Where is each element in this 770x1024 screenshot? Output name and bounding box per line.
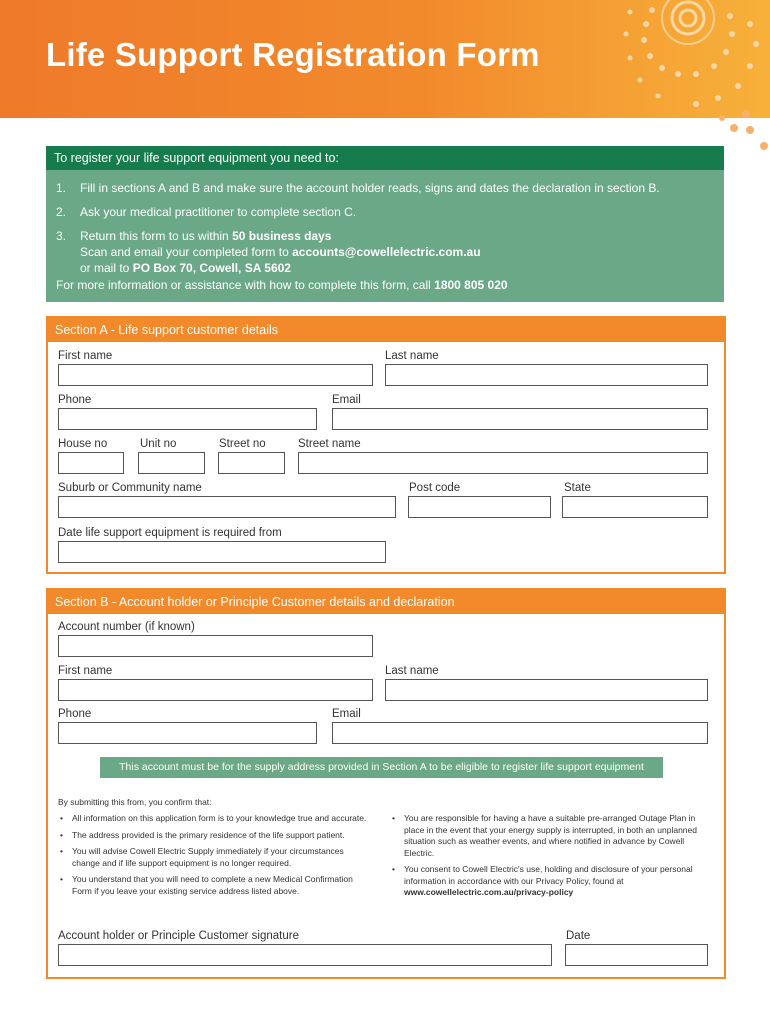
house-no-label: House no [58, 438, 108, 450]
instructions-panel [46, 146, 724, 302]
b-phone-field[interactable] [58, 722, 317, 744]
account-number-label: Account number (if known) [58, 621, 195, 633]
suburb-field[interactable] [58, 496, 396, 518]
phone-number: 1800 805 020 [434, 278, 508, 292]
instruction-step: 2. Ask your medical practitioner to complete section C. [56, 205, 357, 219]
house-no-field[interactable] [58, 452, 124, 474]
declaration-item: • You understand that you will need to complete a new Medical Confirmation Form if you leave your existing service address listed above. [58, 874, 368, 897]
phone-label: Phone [58, 394, 92, 406]
last-name-label: Last name [385, 350, 439, 362]
instruction-step: 1. Fill in sections A and B and make sure the account holder reads, signs and dates the declaration in section B. [56, 181, 660, 195]
street-no-field[interactable] [218, 452, 285, 474]
confirm-intro: By submitting this from, you confirm that: [58, 797, 212, 807]
state-field[interactable] [562, 496, 708, 518]
section-a-heading: Section A - Life support customer details [48, 318, 724, 342]
post-code-label: Post code [409, 482, 461, 494]
email-label: Email [332, 394, 361, 406]
b-email-field[interactable] [332, 722, 708, 744]
decorative-dots [600, 0, 770, 118]
instructions-heading: To register your life support equipment you need to: [46, 146, 724, 170]
declaration-item: • You consent to Cowell Electric's use, holding and disclosure of your personal information in accordance with our Privacy Policy, found at www.cowellelectric.com.au/privacy-policy [390, 864, 708, 899]
post-code-field[interactable] [408, 496, 551, 518]
signature-label: Account holder or Principle Customer signature [58, 930, 299, 942]
declaration-list-right [390, 813, 708, 904]
date-required-field[interactable] [58, 541, 386, 563]
street-name-field[interactable] [298, 452, 708, 474]
b-email-label: Email [332, 708, 361, 720]
email-link[interactable]: accounts@cowellelectric.com.au [292, 245, 481, 259]
eligibility-notice: This account must be for the supply address provided in Section A to be eligible to register life support equipment [100, 757, 663, 778]
instruction-step: 3. Return this form to us within 50 business days Scan and email your completed form to accounts@cowellelectric.com.au or mail to PO Box 70, Cowell, SA 5602 [56, 229, 481, 275]
date-required-label: Date life support equipment is required from [58, 527, 282, 539]
section-b [46, 588, 726, 979]
street-no-label: Street no [219, 438, 266, 450]
declaration-item: • You are responsible for having a have a suitable pre-arranged Outage Plan in place in the event that your energy supply is interrupted, in both an unplanned situation such as weather events, and where notified in advance by Cowell Electric. [390, 813, 708, 859]
suburb-label: Suburb or Community name [58, 482, 202, 494]
unit-no-field[interactable] [138, 452, 205, 474]
first-name-field[interactable] [58, 364, 373, 386]
privacy-policy-link[interactable]: www.cowellelectric.com.au/privacy-policy [404, 887, 574, 897]
signature-field[interactable] [58, 944, 552, 966]
declaration-list-left [58, 813, 368, 902]
phone-field[interactable] [58, 408, 317, 430]
email-field[interactable] [332, 408, 708, 430]
date-label: Date [566, 930, 591, 942]
b-last-name-label: Last name [385, 665, 439, 677]
last-name-field[interactable] [385, 364, 708, 386]
declaration-item: • You will advise Cowell Electric Supply immediately if your circumstances change and if life support equipment is no longer required. [58, 846, 368, 869]
unit-no-label: Unit no [140, 438, 177, 450]
page-title: Life Support Registration Form [46, 36, 540, 73]
page-header [0, 0, 770, 118]
b-phone-label: Phone [58, 708, 92, 720]
b-last-name-field[interactable] [385, 679, 708, 701]
date-field[interactable] [565, 944, 708, 966]
help-line: For more information or assistance with how to complete this form, call 1800 805 020 [56, 278, 508, 292]
state-label: State [564, 482, 591, 494]
section-a [46, 316, 726, 574]
section-b-heading: Section B - Account holder or Principle Customer details and declaration [48, 590, 724, 614]
b-first-name-field[interactable] [58, 679, 373, 701]
account-number-field[interactable] [58, 635, 373, 657]
declaration-item: • All information on this application form is to your knowledge true and accurate. [58, 813, 368, 825]
b-first-name-label: First name [58, 665, 113, 677]
street-name-label: Street name [298, 438, 361, 450]
first-name-label: First name [58, 350, 113, 362]
declaration-item: • The address provided is the primary residence of the life support patient. [58, 830, 368, 842]
